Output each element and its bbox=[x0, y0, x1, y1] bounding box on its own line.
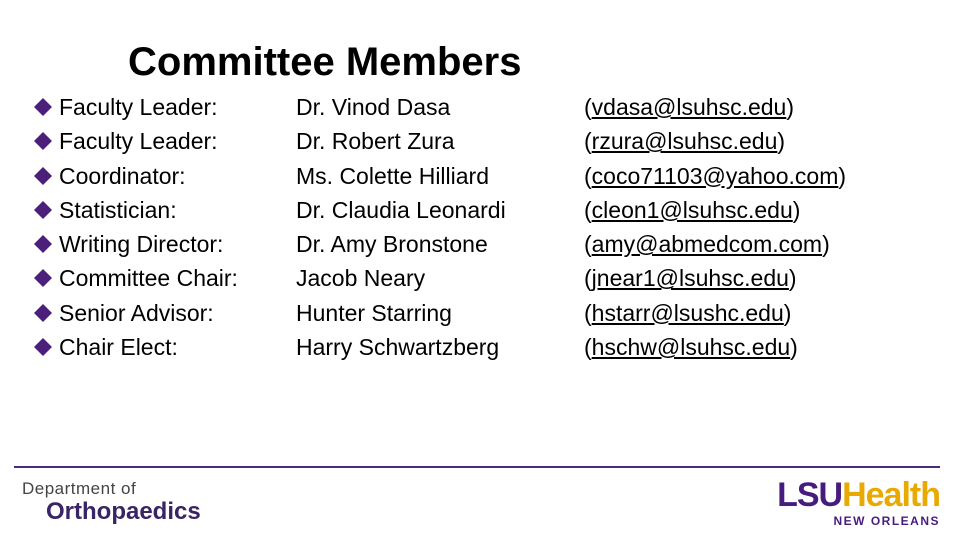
paren-open: ( bbox=[584, 265, 592, 292]
member-role: Senior Advisor: bbox=[59, 299, 214, 326]
member-name: Dr. Vinod Dasa bbox=[296, 94, 451, 120]
member-role: Faculty Leader: bbox=[59, 94, 218, 120]
member-email-item bbox=[584, 330, 846, 364]
paren-close: ) bbox=[783, 299, 792, 326]
member-name: Ms. Colette Hilliard bbox=[296, 162, 489, 189]
email-link[interactable]: jnear1@lsuhsc.edu bbox=[591, 265, 789, 292]
slide-title: Committee Members bbox=[128, 40, 522, 84]
member-name: Jacob Neary bbox=[296, 265, 426, 292]
logo-city-text: NEW ORLEANS bbox=[833, 514, 940, 528]
names-list bbox=[296, 90, 506, 364]
member-role: Coordinator: bbox=[59, 162, 186, 189]
member-name: Dr. Claudia Leonardi bbox=[296, 196, 506, 223]
logo-lsu-text: LSU bbox=[777, 476, 843, 514]
paren-close: ) bbox=[822, 231, 830, 258]
diamond-bullet-icon bbox=[34, 159, 59, 194]
member-email-item bbox=[584, 296, 846, 330]
diamond-bullet-icon bbox=[34, 296, 59, 331]
member-email-item bbox=[584, 159, 846, 193]
email-link[interactable]: amy@abmedcom.com bbox=[591, 231, 823, 258]
member-role-item bbox=[34, 330, 238, 364]
member-role: Faculty Leader: bbox=[59, 128, 218, 155]
email-link[interactable]: hstarr@lsushc.edu bbox=[591, 299, 784, 326]
paren-open: ( bbox=[584, 299, 592, 326]
paren-close: ) bbox=[790, 334, 798, 361]
member-role: Writing Director: bbox=[59, 231, 224, 258]
email-link[interactable]: cleon1@lsuhsc.edu bbox=[591, 196, 793, 223]
member-role-item bbox=[34, 261, 238, 295]
member-role: Chair Elect: bbox=[59, 334, 178, 361]
paren-close: ) bbox=[792, 196, 801, 223]
paren-open: ( bbox=[584, 231, 592, 258]
member-role-item bbox=[34, 227, 238, 261]
member-name: Hunter Starring bbox=[296, 299, 452, 326]
email-link[interactable]: vdasa@lsuhsc.edu bbox=[591, 94, 787, 120]
member-role-item bbox=[34, 193, 238, 227]
member-name: Dr. Amy Bronstone bbox=[296, 231, 488, 258]
paren-open: ( bbox=[584, 94, 592, 120]
paren-close: ) bbox=[786, 94, 795, 120]
member-name: Dr. Robert Zura bbox=[296, 128, 455, 155]
member-role: Statistician: bbox=[59, 196, 177, 223]
member-role-item bbox=[34, 124, 238, 158]
diamond-bullet-icon bbox=[34, 193, 59, 228]
member-role-item bbox=[34, 159, 238, 193]
member-name: Harry Schwartzberg bbox=[296, 334, 500, 361]
diamond-bullet-icon bbox=[34, 330, 59, 365]
department-label: Department of bbox=[22, 479, 137, 498]
member-email-item bbox=[584, 90, 846, 124]
member-email-item bbox=[584, 124, 846, 158]
member-email-item bbox=[584, 261, 846, 295]
paren-close: ) bbox=[788, 265, 797, 292]
paren-close: ) bbox=[777, 128, 786, 155]
emails-list bbox=[584, 90, 846, 364]
roles-list bbox=[34, 90, 238, 364]
lsu-health-logo bbox=[752, 478, 940, 528]
email-link[interactable]: hschw@lsuhsc.edu bbox=[591, 334, 791, 361]
paren-open: ( bbox=[584, 162, 592, 189]
logo-health-text: Health bbox=[842, 476, 940, 514]
member-email-item bbox=[584, 227, 846, 261]
diamond-bullet-icon bbox=[34, 124, 59, 159]
member-role-item bbox=[34, 90, 238, 124]
paren-open: ( bbox=[584, 196, 592, 223]
member-role: Committee Chair: bbox=[59, 265, 238, 292]
diamond-bullet-icon bbox=[34, 261, 59, 296]
member-role-item bbox=[34, 296, 238, 330]
paren-open: ( bbox=[584, 128, 592, 155]
paren-open: ( bbox=[584, 334, 592, 361]
paren-close: ) bbox=[838, 162, 847, 189]
department-name: Orthopaedics bbox=[46, 498, 201, 525]
diamond-bullet-icon bbox=[34, 90, 59, 125]
email-link[interactable]: rzura@lsuhsc.edu bbox=[591, 128, 778, 155]
member-email-item bbox=[584, 193, 846, 227]
footer-divider bbox=[14, 466, 940, 468]
department-logo bbox=[22, 480, 201, 526]
diamond-bullet-icon bbox=[34, 227, 59, 262]
email-link[interactable]: coco71103@yahoo.com bbox=[591, 162, 839, 189]
